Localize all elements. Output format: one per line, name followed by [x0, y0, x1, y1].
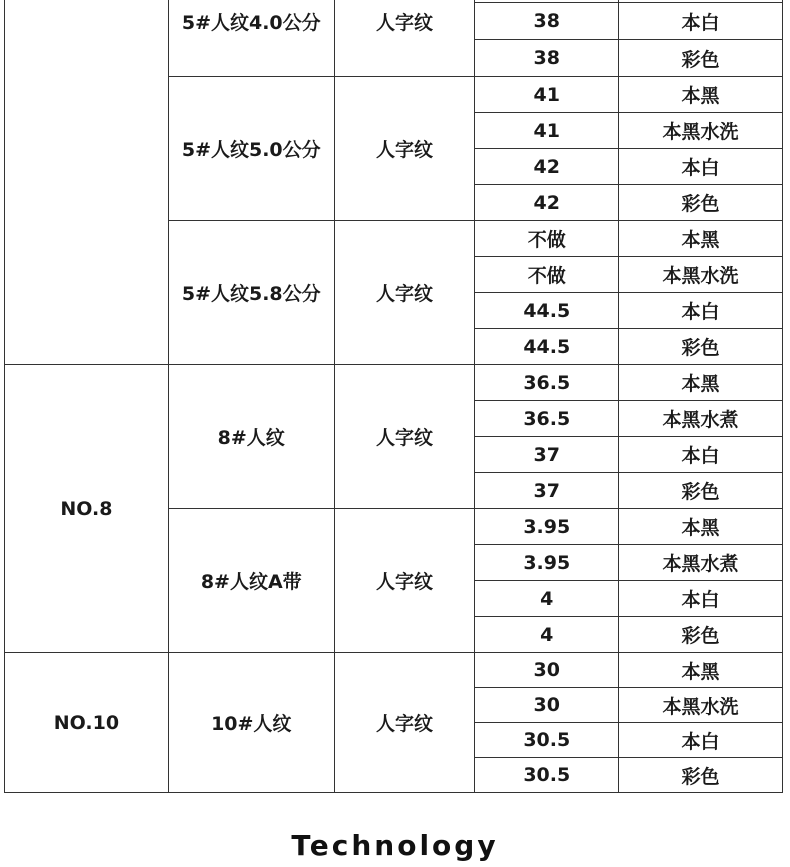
color-cell: 本黑水洗 [619, 113, 783, 149]
length-cell: 不做 [475, 221, 619, 257]
model-cell: 8#人纹 [168, 365, 334, 509]
color-cell: 本黑水煮 [619, 401, 783, 437]
model-cell: 8#人纹A带 [168, 509, 334, 653]
color-cell: 本黑水煮 [619, 545, 783, 581]
length-cell: 44.5 [475, 329, 619, 365]
length-cell: 3.95 [475, 509, 619, 545]
table-row [5, 653, 783, 688]
length-cell: 38 [475, 3, 619, 40]
color-cell: 本黑 [619, 77, 783, 113]
length-cell: 41 [475, 77, 619, 113]
color-cell: 本白 [619, 581, 783, 617]
color-cell: 本黑 [619, 653, 783, 688]
teeth-cell: 人字纹 [334, 221, 475, 365]
model-cell: 10#人纹 [168, 653, 334, 793]
teeth-cell: 人字纹 [334, 0, 475, 77]
color-cell: 本黑水洗 [619, 257, 783, 293]
teeth-cell: 人字纹 [334, 509, 475, 653]
color-cell: 本白 [619, 723, 783, 758]
color-cell: 彩色 [619, 617, 783, 653]
section-title: Technology [291, 829, 499, 862]
color-cell: 本黑水洗 [619, 688, 783, 723]
color-cell: 本白 [619, 293, 783, 329]
length-cell: 41 [475, 113, 619, 149]
color-cell: 彩色 [619, 758, 783, 793]
series-cell: NO.8 [5, 365, 169, 653]
length-cell: 30 [475, 688, 619, 723]
length-cell: 37 [475, 437, 619, 473]
length-cell: 36.5 [475, 401, 619, 437]
length-cell: 不做 [475, 257, 619, 293]
length-cell: 4 [475, 617, 619, 653]
length-cell: 44.5 [475, 293, 619, 329]
zipper-spec-table [4, 0, 783, 793]
color-cell: 本黑 [619, 365, 783, 401]
model-cell: 5#人纹4.0公分 [168, 0, 334, 77]
length-cell: 42 [475, 185, 619, 221]
length-cell: 4 [475, 581, 619, 617]
table-row [5, 365, 783, 401]
color-cell: 本白 [619, 437, 783, 473]
color-cell: 本黑 [619, 509, 783, 545]
color-cell: 本黑 [619, 221, 783, 257]
length-cell: 30 [475, 653, 619, 688]
teeth-cell: 人字纹 [334, 653, 475, 793]
teeth-cell: 人字纹 [334, 77, 475, 221]
teeth-cell: 人字纹 [334, 365, 475, 509]
series-cell: NO.10 [5, 653, 169, 793]
color-cell: 本白 [619, 149, 783, 185]
length-cell: 30.5 [475, 758, 619, 793]
model-cell: 5#人纹5.8公分 [168, 221, 334, 365]
color-cell: 彩色 [619, 185, 783, 221]
length-cell: 42 [475, 149, 619, 185]
color-cell: 彩色 [619, 473, 783, 509]
length-cell: 38 [475, 40, 619, 77]
series-cell [5, 0, 169, 365]
length-cell: 30.5 [475, 723, 619, 758]
model-cell: 5#人纹5.0公分 [168, 77, 334, 221]
color-cell: 彩色 [619, 329, 783, 365]
length-cell: 3.95 [475, 545, 619, 581]
color-cell: 彩色 [619, 40, 783, 77]
color-cell: 本白 [619, 3, 783, 40]
length-cell: 36.5 [475, 365, 619, 401]
length-cell: 37 [475, 473, 619, 509]
